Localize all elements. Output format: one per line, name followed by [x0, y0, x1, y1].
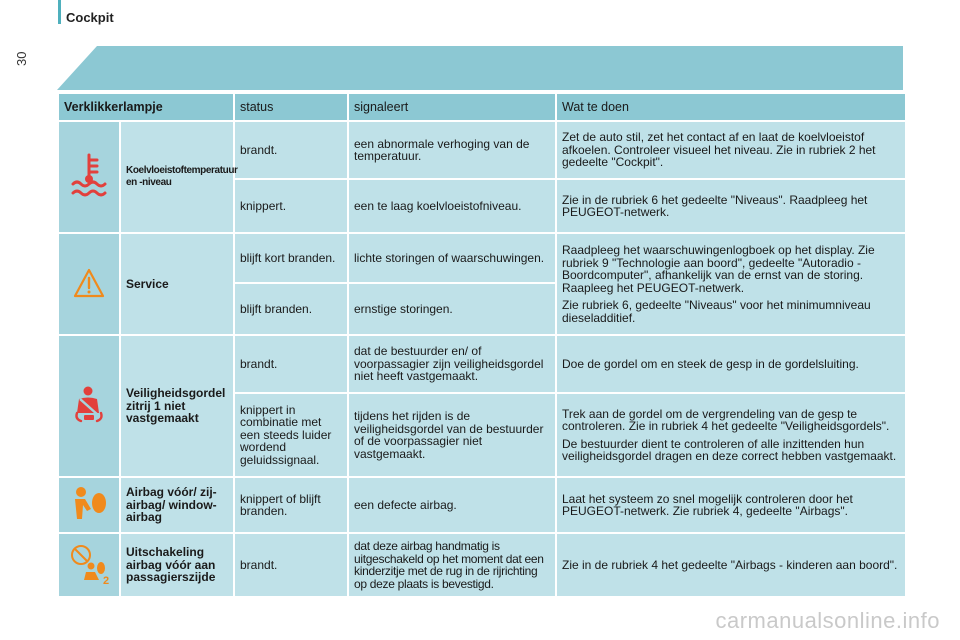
passenger-airbag-off-icon	[67, 575, 111, 589]
table-row	[59, 534, 905, 596]
header-band	[57, 46, 903, 90]
action-cell: Zie in de rubriek 6 het gedeelte "Niveaus". Raadpleeg het PEUGEOT-netwerk.	[557, 180, 905, 232]
signal-cell: een te laag koelvloeistofniveau.	[349, 180, 555, 232]
signal-cell: een defecte airbag.	[349, 478, 555, 532]
status-cell: knippert of blijft branden.	[235, 478, 347, 532]
table-row	[59, 234, 905, 282]
status-cell: knippert in combinatie met een steeds luider wordend geluidssignaal.	[235, 394, 347, 476]
action-text: Raadpleeg het waarschuwingenlogboek op het display. Zie rubriek 9 "Technologie aan boord", gedeelte "Autoradio - Boordcomputer", afhankelijk van de ernst van de storing. Raapleeg het PEUGEOT-netwerk.	[562, 243, 875, 295]
icon-cell	[59, 234, 119, 334]
action-text: Trek aan de gordel om de vergrendeling van de gesp te controleren. Zie in rubriek 4 het gedeelte "Veiligheidsgordels".	[562, 406, 890, 433]
status-cell: blijft branden.	[235, 284, 347, 334]
signal-cell: ernstige storingen.	[349, 284, 555, 334]
table-row	[59, 336, 905, 392]
header-status: status	[235, 94, 347, 120]
action-cell: Doe de gordel om en steek de gesp in de gordelsluiting.	[557, 336, 905, 392]
section-marker	[58, 0, 61, 24]
coolant-temperature-icon	[67, 190, 111, 204]
table-header-row	[59, 94, 905, 120]
status-cell: brandt.	[235, 122, 347, 178]
status-cell: blijft kort branden.	[235, 234, 347, 282]
watermark: carmanualsonline.info	[715, 608, 940, 633]
svg-text:2: 2	[103, 574, 110, 586]
action-text: De bestuurder dient te controleren of alle inzittenden hun veiligheidsgordel dragen en deze correct hebben vastgemaakt.	[562, 436, 897, 463]
action-cell: Laat het systeem zo snel mogelijk controleren door het PEUGEOT-netwerk. Zie rubriek 4, gedeelte "Airbags".	[557, 478, 905, 532]
status-cell: knippert.	[235, 180, 347, 232]
airbag-icon	[69, 512, 109, 526]
action-cell	[557, 394, 905, 476]
lamp-name: Veiligheidsgordel zitrij 1 niet vastgemaakt	[121, 336, 233, 476]
section-title: Cockpit	[66, 10, 114, 25]
signal-cell: tijdens het rijden is de veiligheidsgordel van de bestuurder of de voorpassagier niet vastgemaakt.	[349, 394, 555, 476]
lamp-name: Koelvloeistoftemperatuur en -niveau	[121, 122, 233, 232]
lamp-name: Airbag vóór/ zij-airbag/ window-airbag	[121, 478, 233, 532]
action-text: Zie rubriek 6, gedeelte "Niveaus" voor het minimumniveau dieseladditief.	[562, 298, 871, 325]
signal-cell: dat deze airbag handmatig is uitgeschakeld op het moment dat een kinderzitje met de rug in de rijrichting op deze plaats is bevestigd.	[349, 534, 555, 596]
action-cell	[557, 234, 905, 334]
icon-cell	[59, 336, 119, 476]
table-row	[59, 478, 905, 532]
warning-lamp-table	[57, 92, 907, 598]
signal-cell: lichte storingen of waarschuwingen.	[349, 234, 555, 282]
seatbelt-icon	[71, 414, 107, 428]
page-number: 30	[14, 51, 29, 66]
header-signals: signaleert	[349, 94, 555, 120]
icon-cell	[59, 478, 119, 532]
warning-triangle-icon	[72, 288, 106, 302]
icon-cell	[59, 534, 119, 596]
table-row	[59, 122, 905, 178]
header-lamp: Verklikkerlampje	[59, 94, 233, 120]
signal-cell: een abnormale verhoging van de temperatuur.	[349, 122, 555, 178]
status-cell: brandt.	[235, 336, 347, 392]
signal-cell: dat de bestuurder en/ of voorpassagier zijn veiligheidsgordel niet heeft vastgemaakt.	[349, 336, 555, 392]
action-cell: Zie in de rubriek 4 het gedeelte "Airbags - kinderen aan boord".	[557, 534, 905, 596]
lamp-name: Uitschakeling airbag vóór aan passagierszijde	[121, 534, 233, 596]
action-cell: Zet de auto stil, zet het contact af en laat de koelvloeistof afkoelen. Controleer visueel het niveau. Zie in rubriek 2 het gedeelte "Cockpit".	[557, 122, 905, 178]
lamp-name: Service	[121, 234, 233, 334]
icon-cell	[59, 122, 119, 232]
header-action: Wat te doen	[557, 94, 905, 120]
status-cell: brandt.	[235, 534, 347, 596]
